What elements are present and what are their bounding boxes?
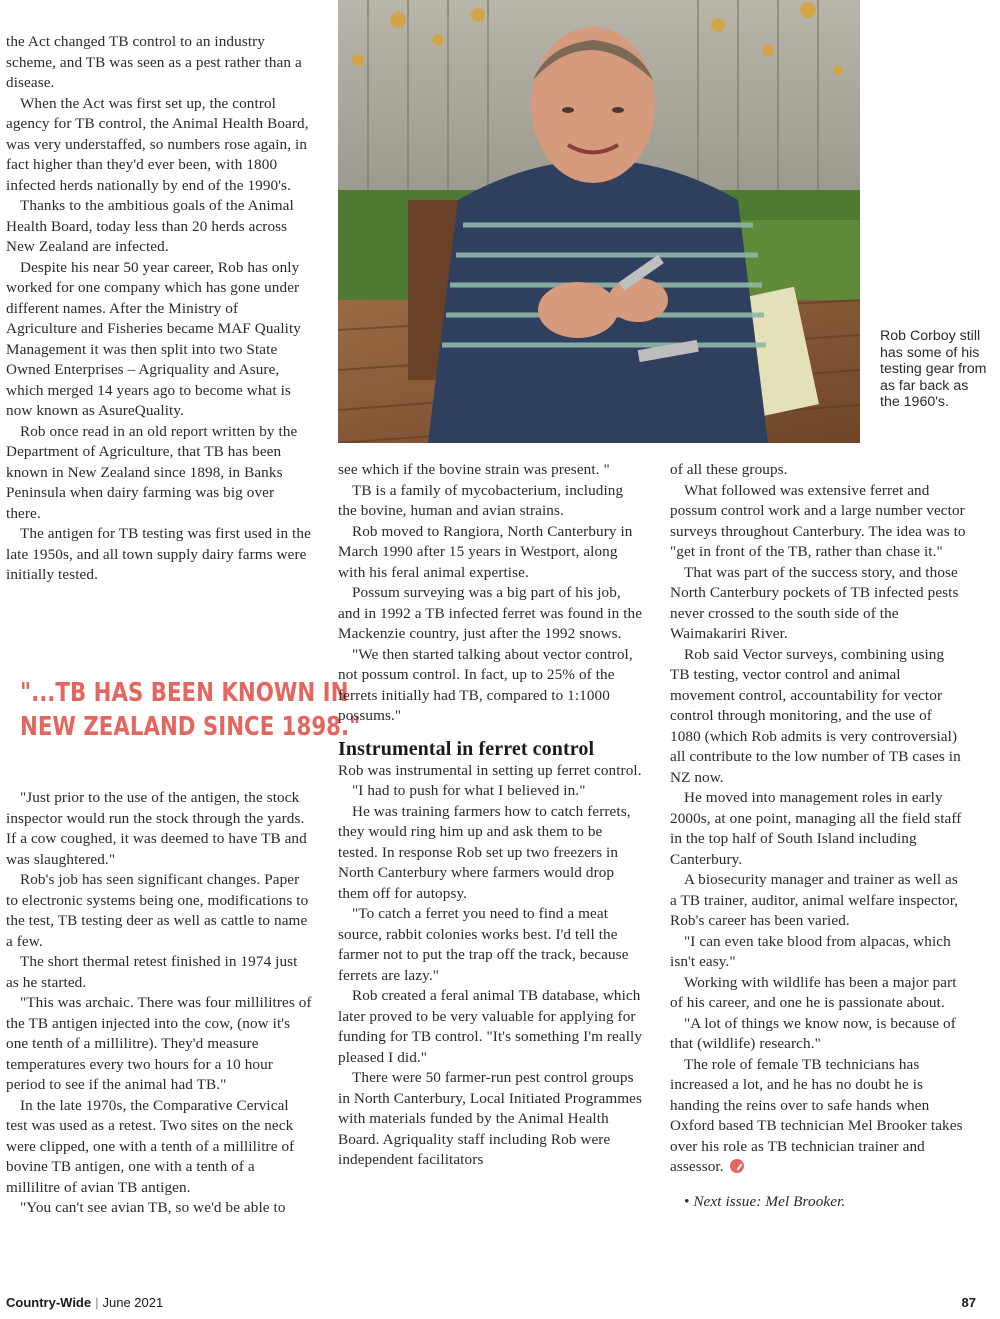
paragraph: Thanks to the ambitious goals of the Animal Health Board, today less than 20 herds across New Zealand are infected. xyxy=(6,197,294,255)
paragraph: He was training farmers how to catch ferrets, they would ring him up and ask them to be tested. In response Rob set up two freezers in North Canterbury where farmers would drop them off for autopsy. xyxy=(338,802,631,902)
paragraph: Rob was instrumental in setting up ferret control. xyxy=(338,761,642,779)
page-footer xyxy=(6,1295,976,1313)
paragraph: Rob once read in an old report written by the Department of Agriculture, that TB has been known in New Zealand since 1898, in Banks Peninsula when dairy farming was big over there. xyxy=(6,422,298,522)
paragraph: TB is a family of mycobacterium, including the bovine, human and avian strains. xyxy=(338,481,624,519)
footer-separator: | xyxy=(95,1295,99,1310)
paragraph: What followed was extensive ferret and possum control work and a large number vector surveys throughout Canterbury. The idea was to "get in front of the TB, rather than chase it." xyxy=(670,481,966,560)
closing-paragraph xyxy=(670,1055,966,1178)
issue-date: June 2021 xyxy=(102,1295,164,1310)
paragraph: In the late 1970s, the Comparative Cervical test was used as a retest. Two sites on the neck were clipped, one with a tenth of a millilitre of bovine TB antigen, one with a tenth of a millilitre of avian TB antigen. xyxy=(6,1096,295,1196)
paragraph: of all these groups. xyxy=(670,461,788,478)
paragraph: A biosecurity manager and trainer as well as a TB trainer, auditor, animal welfare inspector, Rob's career has been varied. xyxy=(670,871,959,929)
section-subheading: Instrumental in ferret control xyxy=(338,737,595,760)
paragraph: "To catch a ferret you need to find a meat source, rabbit colonies works best. I'd tell the farmer not to put the trap off the track, because ferrets are lazy." xyxy=(338,905,629,984)
pull-quote-line: "...TB HAS BEEN KNOWN IN xyxy=(20,678,349,708)
column-left-lower xyxy=(6,788,312,1219)
paragraph: "This was archaic. There was four millilitres of the TB antigen injected into the cow, (now it's one tenth of a millilitre). They'd measure temperatures every two hours for a 10 hour period to see if the animal had TB." xyxy=(6,994,312,1093)
paragraph: Rob moved to Rangiora, North Canterbury in March 1990 after 15 years in Westport, along with his feral animal expertise. xyxy=(338,522,633,581)
paragraph: Rob created a feral animal TB database, which later proved to be very valuable for applying for funding for TB control. "It's something I'm really pleased I did." xyxy=(338,987,643,1066)
paragraph: Rob said Vector surveys, combining using TB testing, vector control and animal movement control, accountability for vector control through monitoring, and the use of 1080 (which Rob admits is very controversial) all contribute to the low number of TB cases in NZ now. xyxy=(670,645,961,786)
paragraph: That was part of the success story, and those North Canterbury pockets of TB infected pests never crossed to the south side of the Waimakariri River. xyxy=(670,563,959,642)
paragraph: "I had to push for what I believed in." xyxy=(352,782,586,799)
page-number: 87 xyxy=(961,1295,976,1310)
column-right xyxy=(670,460,966,1212)
paragraph: Possum surveying was a big part of his job, and in 1992 a TB infected ferret was found in the Mackenzie country, just after the 1992 snows. xyxy=(338,584,643,642)
paragraph: When the Act was first set up, the control agency for TB control, the Animal Health Board, was very understaffed, so numbers rose again, in fact higher than they'd ever been, with 1800 infected herds nationally by end of the 1990's. xyxy=(6,94,309,194)
paragraph: Rob's job has seen significant changes. Paper to electronic systems being one, modifications to the test, TB testing deer as well as cattle to name a few. xyxy=(6,871,309,950)
pull-quote-line: NEW ZEALAND SINCE 1898." xyxy=(20,712,361,742)
paragraph: see which if the bovine strain was present. " xyxy=(338,461,610,478)
column-left xyxy=(6,32,312,586)
paragraph-text: The role of female TB technicians has increased a lot, and he has no doubt he is handing the reins over to safe hands when Oxford based TB technician Mel Brooker takes over his role as TB technician trainer and assessor. xyxy=(670,1055,963,1175)
photo-illustration xyxy=(338,0,860,443)
paragraph: There were 50 farmer-run pest control groups in North Canterbury, Local Initiated Programmes with materials funded by the Animal Health Board. Agriquality staff including Rob were independent facilitators xyxy=(338,1069,643,1168)
column-middle xyxy=(338,460,644,1171)
paragraph: He moved into management roles in early 2000s, at one point, managing all the field staff in the top half of South Island including Canterbury. xyxy=(670,789,962,868)
paragraph: Despite his near 50 year career, Rob has only worked for one company which has gone under different names. After the Ministry of Agriculture and Fisheries became MAF Quality Management it was then split into two State Owned Enterprises – Agriquality and Asure, which merged 14 years ago to become what is now known as AsureQuality. xyxy=(6,258,302,419)
paragraph: "A lot of things we know now, is because of that (wildlife) research." xyxy=(670,1014,956,1052)
paragraph: "You can't see avian TB, so we'd be able to xyxy=(20,1199,286,1216)
paragraph: The short thermal retest finished in 1974 just as he started. xyxy=(6,953,298,991)
paragraph: "I can even take blood from alpacas, which isn't easy." xyxy=(670,932,951,970)
paragraph: "We then started talking about vector control, not possum control. In fact, up to 25% of the ferrets initially had TB, compared to 1:1000 possums." xyxy=(338,645,633,724)
pull-quote xyxy=(20,676,361,744)
photo-caption: Rob Corboy still has some of his testing gear from as far back as the 1960's. xyxy=(880,328,987,411)
next-issue-note: • Next issue: Mel Brooker. xyxy=(684,1192,846,1210)
paragraph: the Act changed TB control to an industry scheme, and TB was seen as a pest rather than a disease. xyxy=(6,33,302,91)
paragraph: Working with wildlife has been a major part of his career, and one he is passionate about. xyxy=(670,973,957,1011)
paragraph: "Just prior to the use of the antigen, the stock inspector would run the stock through the yards. If a cow coughed, it was deemed to have TB and was slaughtered." xyxy=(6,789,307,868)
article-photo xyxy=(338,0,860,443)
paragraph: The antigen for TB testing was first used in the late 1950s, and all town supply dairy farms were initially tested. xyxy=(6,525,311,583)
end-mark-icon xyxy=(730,1159,744,1173)
publication-name: Country-Wide xyxy=(6,1295,92,1310)
